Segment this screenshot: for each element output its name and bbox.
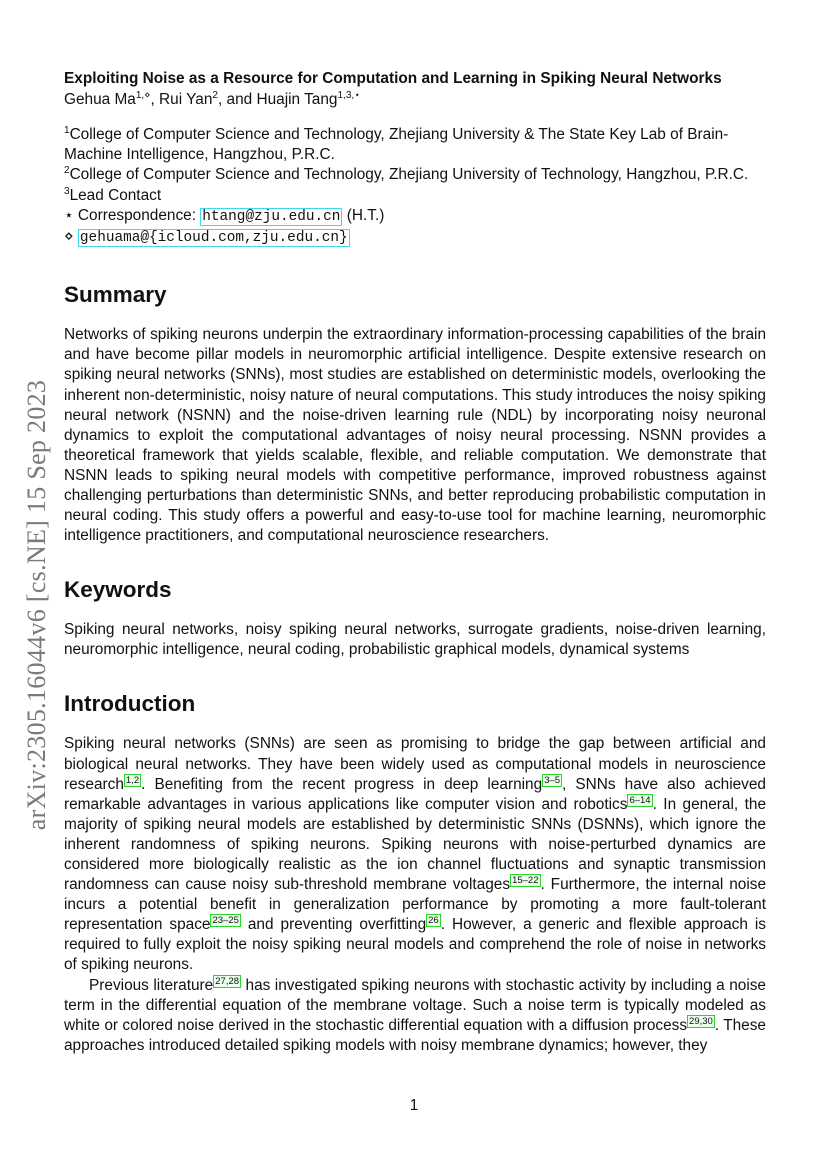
citation-link[interactable]: 1,2 xyxy=(125,774,140,786)
alt-contact xyxy=(64,227,766,248)
correspondence-label: ⋆ Correspondence: xyxy=(64,206,201,224)
citation-link[interactable]: 26 xyxy=(428,915,439,927)
citation-link[interactable]: 23–25 xyxy=(212,915,239,927)
affiliation-1 xyxy=(64,125,766,165)
summary-heading: Summary xyxy=(64,282,167,308)
alt-contact-mark: ⋄ xyxy=(64,228,78,246)
intro-paragraph-2: Previous literature $^{27,28}$ has investigated spiking neurons with stochastic activity by including a noise term in the differential equation of the membrane voltage. Such a noise term is typically modeled as white or colored noise derived in the stochastic differential equation with a diffusion process $^{29,30}$ . These approaches introduced detailed spiking models with noisy membrane dynamics; however, they xyxy=(64,975,766,1054)
intro-paragraph-1: Spiking neural networks (SNNs) are seen as promising to bridge the gap between artificial and biological neural networks. They have been widely used as computational models in neuroscience research $^{1,2}$ . Benefiting from the recent progress in deep learning $^{3-5}$ , SNNs have also achieved remarkable advantages in various applications like computer vision and robotics $^{6-14}$ . In general, the majority of spiking neural models are established by deterministic SNNs (DSNNs), which ignore the inherent randomness of spiking neurons. Spiking neurons with noise-perturbed dynamics are considered more biologically realistic as the ion channel fluctuations and synaptic transmission randomness can cause noisy sub-threshold membrane voltages $^{15-22}$ . Furthermore, the internal noise incurs a potential benefit in generalization performance by promoting a more fault-tolerant representation space $^{23-25}$ and preventing overfitting $^{26}$ . However, a generic and flexible approach is required to fully exploit the noisy spiking neural models and comprehend the role of noise in networks of spiking neurons. xyxy=(64,735,766,974)
affiliation-text: College of Computer Science and Technology, Zhejiang University & The State Key Lab of Brain-Machine Intelligence, Hangzhou, P.R.C. xyxy=(64,126,729,164)
introduction-heading: Introduction xyxy=(64,691,196,717)
citation-link[interactable]: 3–5 xyxy=(544,774,561,786)
summary-text: Networks of spiking neurons underpin the extraordinary information-processing capabilities of the brain and have become pillar models in neuromorphic artificial intelligence. Despite extensive research on spiking neural networks (SNNs), most studies are established on deterministic models, overlooking the inherent non-deterministic, noisy nature of neural computations. This study introduces the noisy spiking neural network (NSNN) and the noise-driven learning rule (NDL) by incorporating noisy neuronal dynamics to exploit the computational advantages of noisy neural processing. NSNN provides a theoretical framework that yields scalable, flexible, and reliable computation. We demonstrate that NSNN leads to spiking neural models with competitive performance, improved robustness against challenging perturbations than deterministic SNNs, and better reproducing probabilistic computation in neural coding. This study offers a powerful and easy-to-use tool for machine learning, neuromorphic intelligence practitioners, and computational neuroscience researchers. xyxy=(64,326,766,545)
keywords-heading: Keywords xyxy=(64,577,172,603)
author-name: Gehua Ma xyxy=(64,91,136,108)
citation-link[interactable]: 27,28 xyxy=(215,975,240,987)
affiliation-2 xyxy=(64,165,766,185)
affil-mark: 2 xyxy=(64,165,70,177)
arxiv-stamp-text: arXiv:2305.16044v6 [cs.NE] 15 Sep 2023 xyxy=(22,379,51,831)
affiliation-text: Lead Contact xyxy=(69,186,162,204)
page-number: 1 xyxy=(409,1097,419,1114)
citation-link[interactable]: 15–22 xyxy=(512,875,539,887)
affiliations xyxy=(64,125,766,248)
affil-mark: 1 xyxy=(64,125,70,136)
affil-mark: 3 xyxy=(64,185,70,197)
arxiv-stamp xyxy=(14,360,60,850)
author-affil-mark: 2 xyxy=(212,90,218,101)
citation-link[interactable]: 29,30 xyxy=(689,1015,713,1027)
alt-email-link[interactable]: gehuama@{icloud.com,zju.edu.cn} xyxy=(79,230,348,247)
author-separator: , and xyxy=(217,91,257,108)
citation-link[interactable]: 6–14 xyxy=(629,794,651,806)
affiliation-3 xyxy=(64,186,766,206)
author-list xyxy=(64,89,766,110)
paper-content xyxy=(64,68,766,1056)
keywords-text: Spiking neural networks, noisy spiking neural networks, surrogate gradients, noise-driven learning, neuromorphic intelligence, neural coding, probabilistic graphical models, dynamical systems xyxy=(64,621,766,659)
correspondence-initials: (H.T.) xyxy=(342,206,385,224)
author-affil-mark: 1,3,⋆ xyxy=(337,90,361,101)
author-separator: , xyxy=(150,91,160,108)
correspondence xyxy=(64,206,766,227)
author-name: Huajin Tang xyxy=(256,91,338,108)
affiliation-text: College of Computer Science and Technology, Zhejiang University of Technology, Hangzhou, P.R.C. xyxy=(69,166,749,184)
paper-title: Exploiting Noise as a Resource for Computation and Learning in Spiking Neural Networks xyxy=(64,70,722,87)
correspondence-email-link[interactable]: htang@zju.edu.cn xyxy=(202,208,341,225)
author-name: Rui Yan xyxy=(159,91,213,108)
author-affil-mark: 1,⋄ xyxy=(135,90,151,101)
